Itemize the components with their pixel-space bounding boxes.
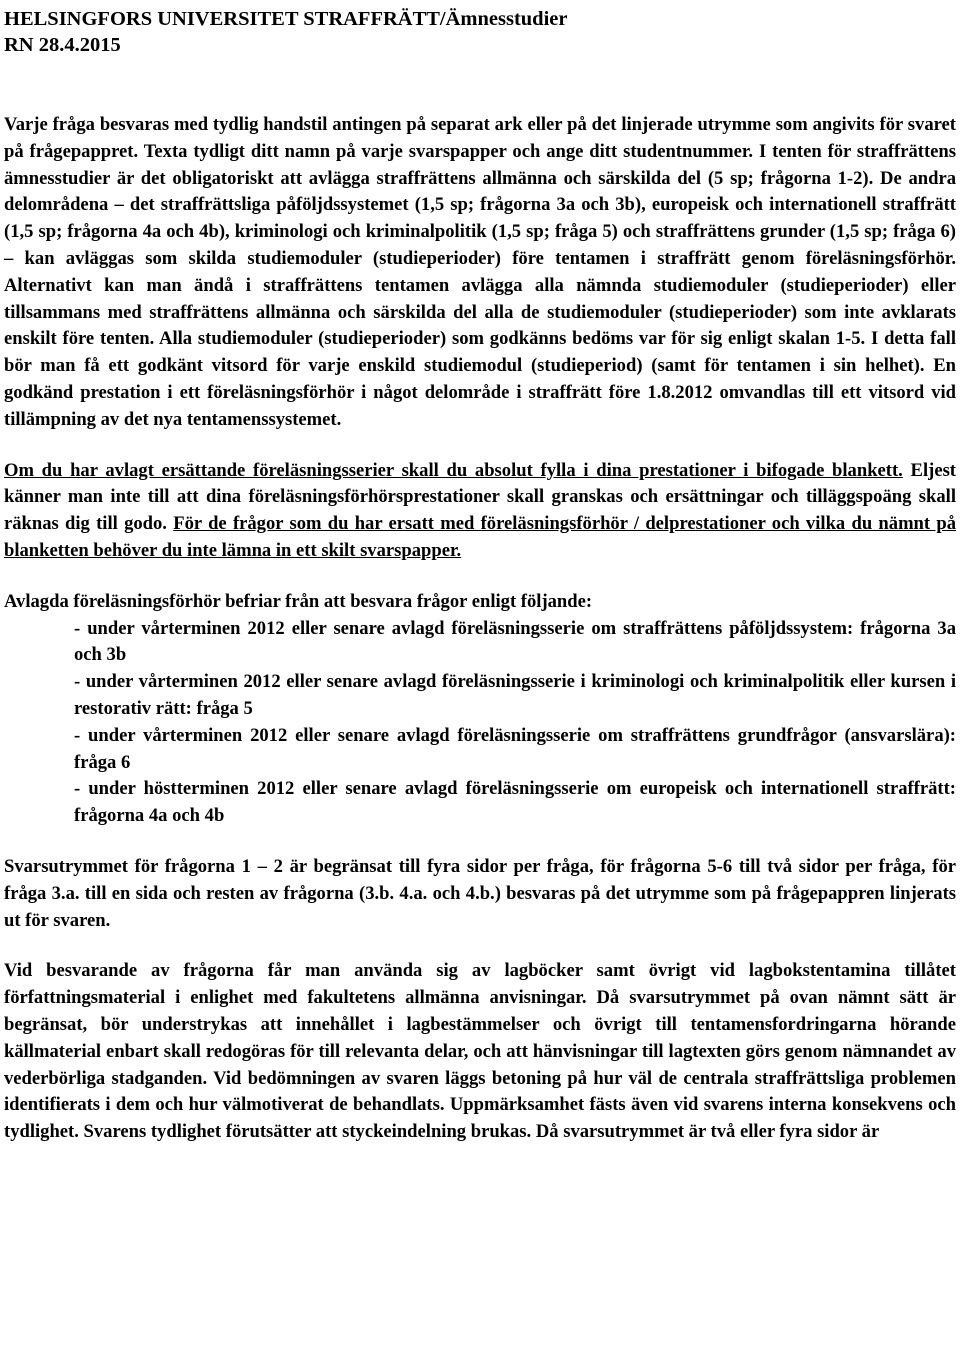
list-item: - under höstterminen 2012 eller senare avlagd föreläsningsserie om europeisk och internationell straffrätt: frågorna 4a och 4b — [74, 778, 956, 827]
spacer — [4, 434, 956, 458]
lecture-series-paragraph — [4, 458, 956, 565]
header-date: RN 28.4.2015 — [4, 34, 121, 56]
spacer — [4, 58, 956, 112]
underlined-notice-2: För de frågor som du har ersatt med föreläsningsförhör / delprestationer och vilka du nämnt på blanketten behöver du inte lämna in ett skilt svarspapper. — [4, 513, 956, 561]
underlined-notice-1: Om du har avlagt ersättande föreläsningsserier skall du absolut fylla i dina prestationer i bifogade blankett. — [4, 459, 903, 481]
spacer — [4, 565, 956, 589]
materials-paragraph: Vid besvarande av frågorna får man använda sig av lagböcker samt övrigt vid lagbokstentamina tillåtet författningsmaterial i enlighet med fakultetens allmänna anvisningar. Då svarsutrymmet på ovan nämnt sätt är begränsat, bör understrykas att innehållet i lagbestämmelser och övrigt till tentamensfordringarna hörande källmaterial enbart skall redogöras för till relevanta delar, och att hänvisningar till lagtexten görs genom nämnandet av vederbörliga stadganden. Vid bedömningen av svaren läggs betoning på hur väl de centrala straffrättsliga problemen identifierats i dem och hur välmotiverat de behandlats. Uppmärksamhet fästs även vid svarens interna konsekvens och tydlighet. Svarens tydlighet förutsätter att styckeindelning brukas. Då svarsutrymmet är två eller fyra sidor är — [4, 960, 956, 1143]
exemptions-list — [4, 616, 956, 830]
list-item: - under vårterminen 2012 eller senare avlagd föreläsningsserie om straffrättens påföljdssystem: frågorna 3a och 3b — [74, 617, 956, 666]
spacer — [4, 830, 956, 854]
notice-text: Eljest känner man inte till att dina föreläsningsförhörsprestationer skall granskas och ersättningar och tilläggspoäng skall räknas dig till godo. — [4, 459, 956, 535]
exemptions-intro: Avlagda föreläsningsförhör befriar från att besvara frågor enligt följande: — [4, 590, 593, 612]
list-item: - under vårterminen 2012 eller senare avlagd föreläsningsserie om straffrättens grundfrågor (ansvarslära): fråga 6 — [74, 724, 956, 773]
answer-space-paragraph: Svarsutrymmet för frågorna 1 – 2 är begränsat till fyra sidor per fråga, för frågorna 5-6 till två sidor per fråga, för fråga 3.a. till en sida och resten av frågorna (3.b. 4.a. och 4.b.) besvaras på det utrymme som på frågepappren linjerats ut för svaren. — [4, 855, 956, 931]
instructions-paragraph: Varje fråga besvaras med tydlig handstil antingen på separat ark eller på det linjerade utrymme som angivits för svaret på frågepappret. Texta tydligt ditt namn på varje svarspapper och ange ditt studentnummer. I tenten för straffrättens ämnesstudier är det obligatoriskt att avlägga straffrättens allmänna och särskilda del (5 sp; frågorna 1-2). De andra delområdena – det straffrättsliga påföljdssystemet (1,5 sp; frågorna 3a och 3b), europeisk och internationell straffrätt (1,5 sp; frågorna 4a och 4b), kriminologi och kriminalpolitik (1,5 sp; fråga 5) och straffrättens grunder (1,5 sp; fråga 6) – kan avläggas som skilda studiemoduler (studieperioder) före tentamen i straffrätt genom föreläsningsförhör. Alternativt kan man ändå i straffrättens tentamen avlägga alla nämnda studiemoduler (studieperioder) eller tillsammans med straffrättens allmänna och särskilda del alla de studiemoduler (studieperioder) som inte avklarats enskilt före tenten. Alla studiemoduler (studieperioder) som godkänns bedöms var för sig enligt skalan 1-5. I detta fall bör man få ett godkänt vitsord för varje enskild studiemodul (studieperiod) (samt för tentamen i sin helhet). En godkänd prestation i ett föreläsningsförhör i något delområde i straffrätt före 1.8.2012 omvandlas till ett vitsord vid tillämpning av det nya tentamenssystemet. — [4, 114, 956, 430]
header-institution: HELSINGFORS UNIVERSITET STRAFFRÄTT/Ämnesstudier — [4, 8, 568, 30]
list-item: - under vårterminen 2012 eller senare avlagd föreläsningsserie i kriminologi och kriminalpolitik eller kursen i restorativ rätt: fråga 5 — [74, 671, 956, 719]
spacer — [4, 934, 956, 958]
